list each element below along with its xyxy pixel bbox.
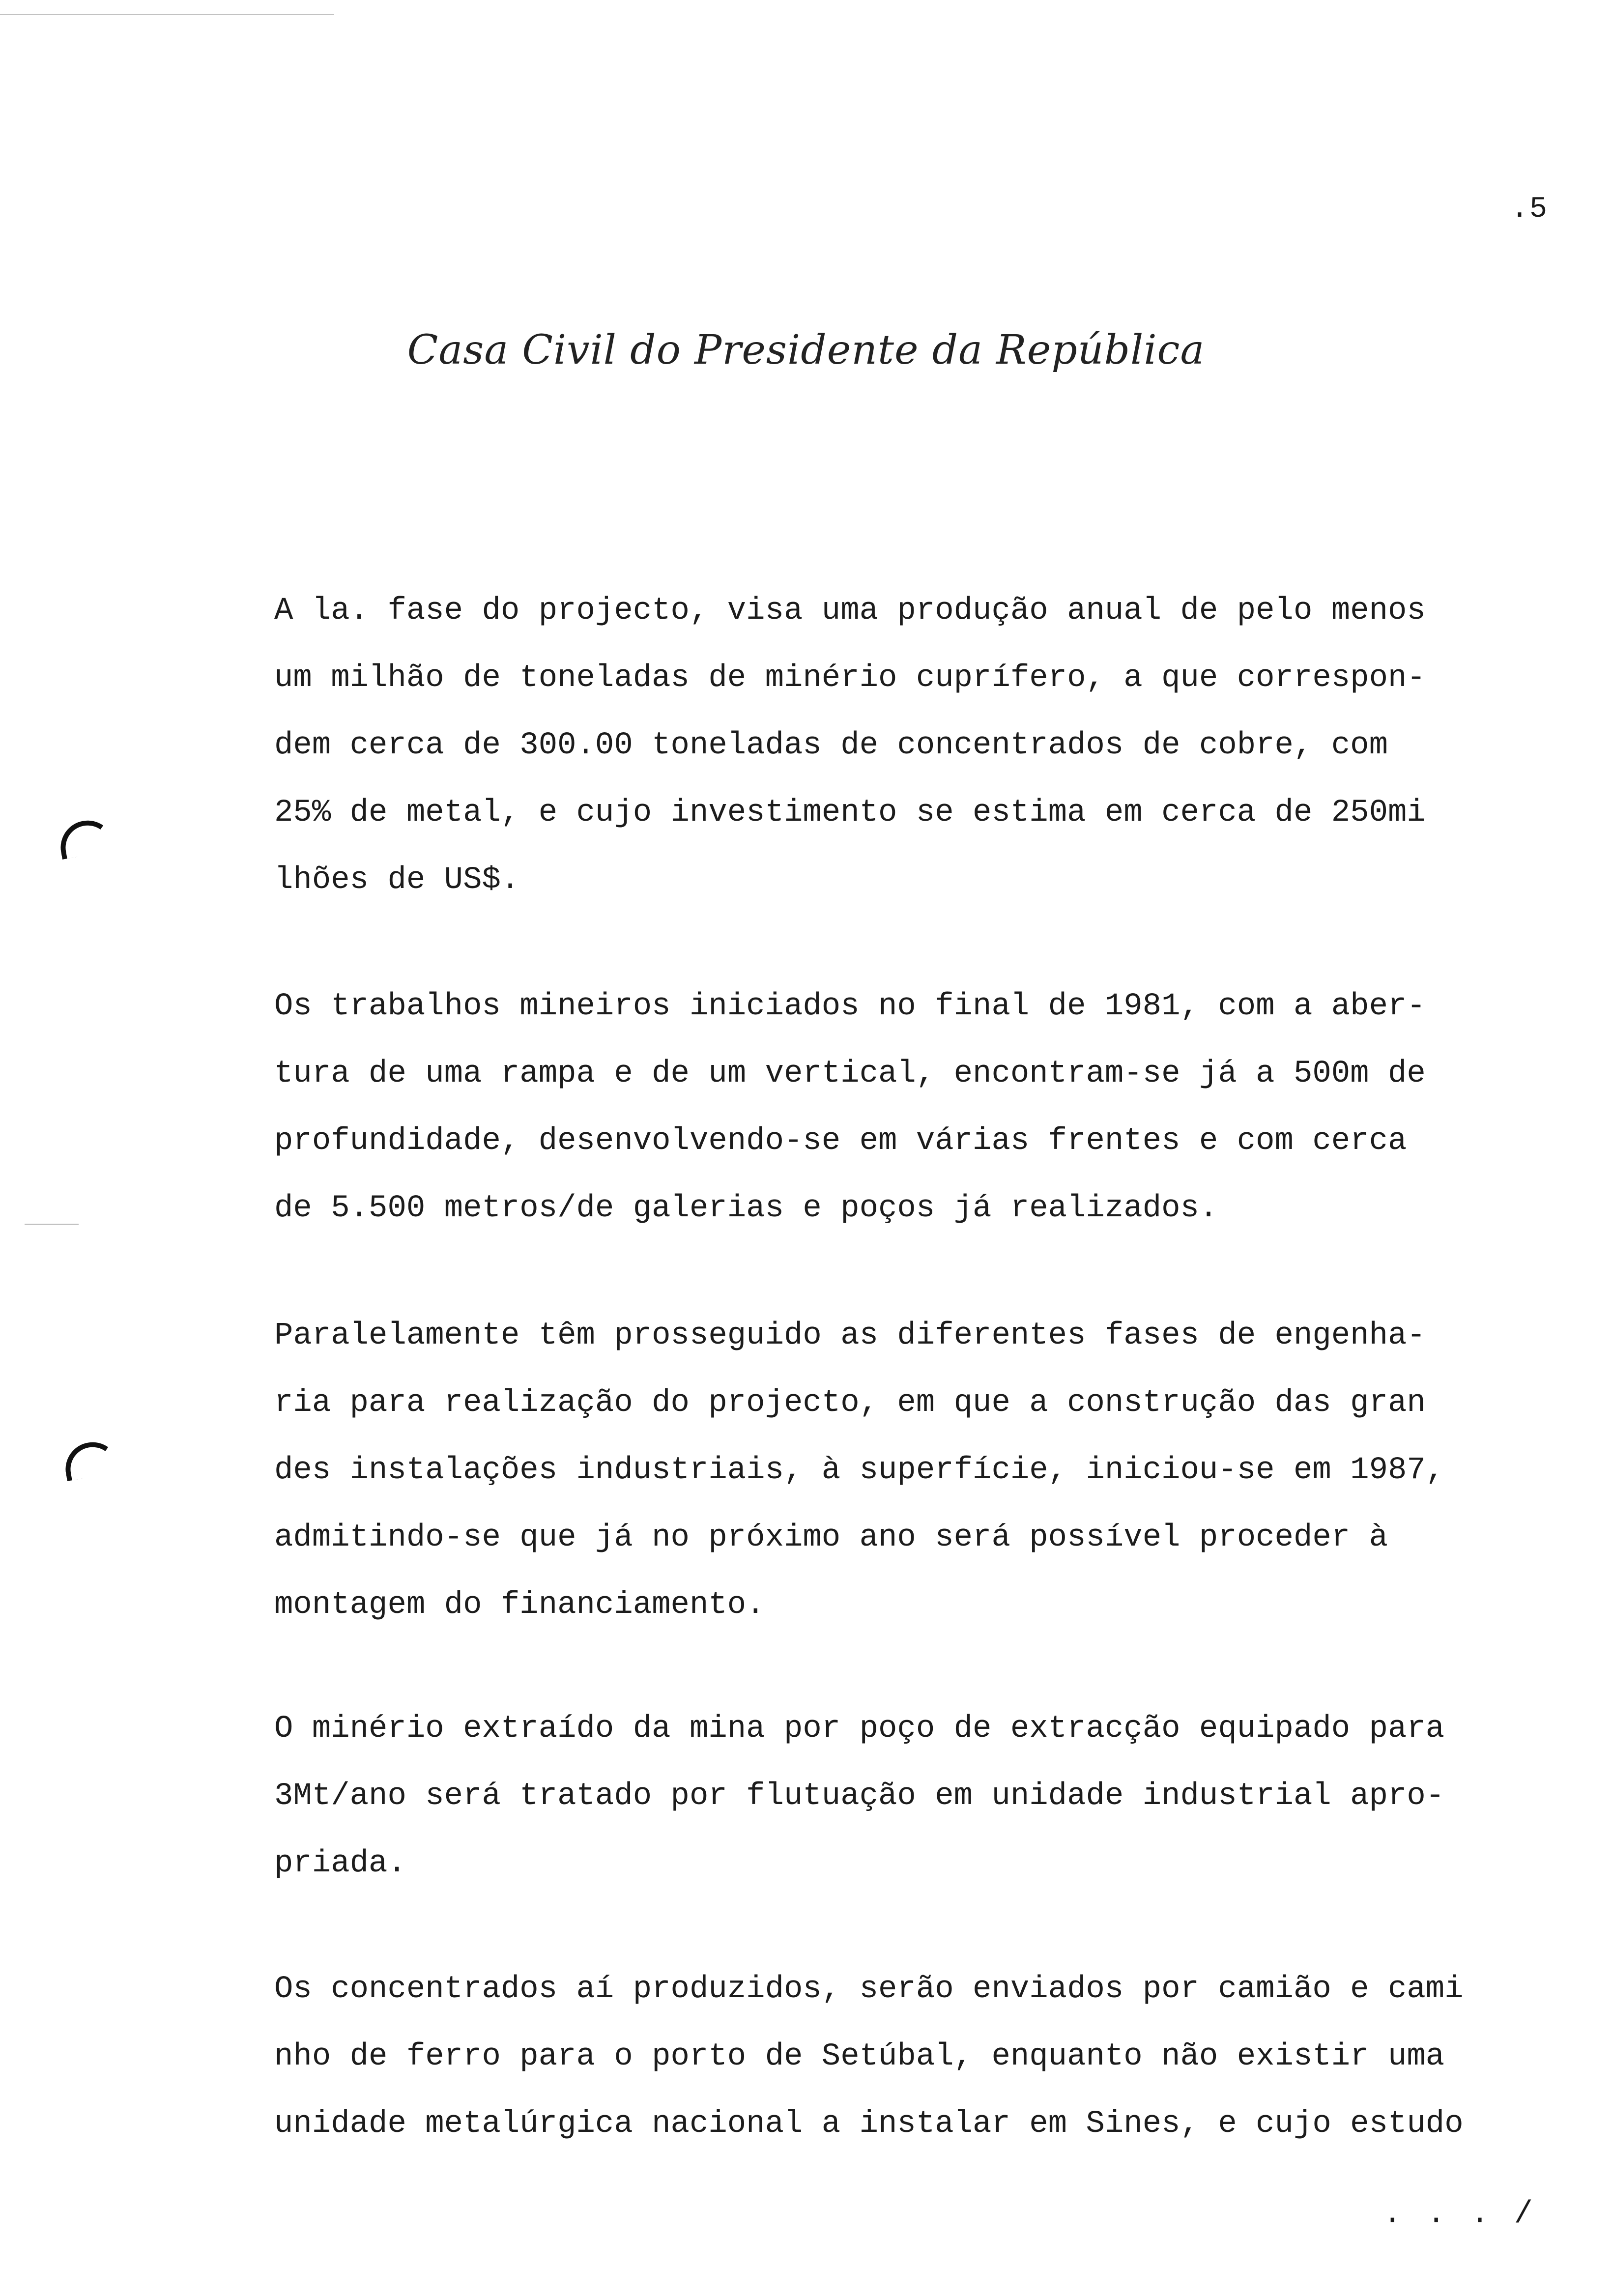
page-number: .5 [1510, 193, 1548, 226]
text-line: tura de uma rampa e de um vertical, encontram-se já a 500m de [274, 1056, 1426, 1091]
text-line: 3Mt/ano será tratado por flutuação em unidade industrial apro- [274, 1779, 1445, 1814]
paragraph-ore-processing [274, 1695, 1532, 1897]
text-line: ria para realização do projecto, em que a construção das gran [274, 1385, 1426, 1421]
letterhead: Casa Civil do Presidente da República [407, 327, 1205, 373]
text-line: montagem do financiamento. [274, 1587, 765, 1623]
text-line: O minério extraído da mina por poço de extracção equipado para [274, 1711, 1445, 1747]
punch-hole-mark [57, 816, 115, 860]
paragraph-engineering [274, 1302, 1532, 1639]
text-line: des instalações industriais, à superfície, iniciou-se em 1987, [274, 1453, 1445, 1488]
text-line: priada. [274, 1846, 406, 1881]
text-line: nho de ferro para o porto de Setúbal, enquanto não existir uma [274, 2039, 1445, 2074]
text-line: unidade metalúrgica nacional a instalar em Sines, e cujo estudo [274, 2106, 1464, 2142]
text-line: Os concentrados aí produzidos, serão enviados por camião e cami [274, 1972, 1464, 2007]
text-line: de 5.500 metros/de galerias e poços já realizados. [274, 1191, 1218, 1226]
text-line: Paralelamente têm prosseguido as diferentes fases de engenha- [274, 1318, 1426, 1353]
text-line: um milhão de toneladas de minério cuprífero, a que correspon- [274, 660, 1426, 696]
text-line: 25% de metal, e cujo investimento se estima em cerca de 250mi [274, 795, 1426, 831]
paragraph-first-phase [274, 577, 1532, 914]
paragraph-concentrates-transport [274, 1956, 1532, 2158]
text-line: profundidade, desenvolvendo-se em várias frentes e com cerca [274, 1123, 1407, 1159]
text-line: Os trabalhos mineiros iniciados no final de 1981, com a aber- [274, 989, 1426, 1024]
punch-hole-mark [61, 1438, 120, 1481]
paragraph-mining-works [274, 973, 1532, 1242]
text-line: lhões de US$. [274, 862, 520, 898]
continuation-mark: . . . / [1383, 2197, 1536, 2232]
scan-artifact [0, 14, 334, 15]
scan-artifact [25, 1224, 79, 1225]
text-line: dem cerca de 300.00 toneladas de concentrados de cobre, com [274, 728, 1388, 763]
text-line: admitindo-se que já no próximo ano será possível proceder à [274, 1520, 1388, 1555]
text-line: A la. fase do projecto, visa uma produção anual de pelo menos [274, 593, 1426, 629]
